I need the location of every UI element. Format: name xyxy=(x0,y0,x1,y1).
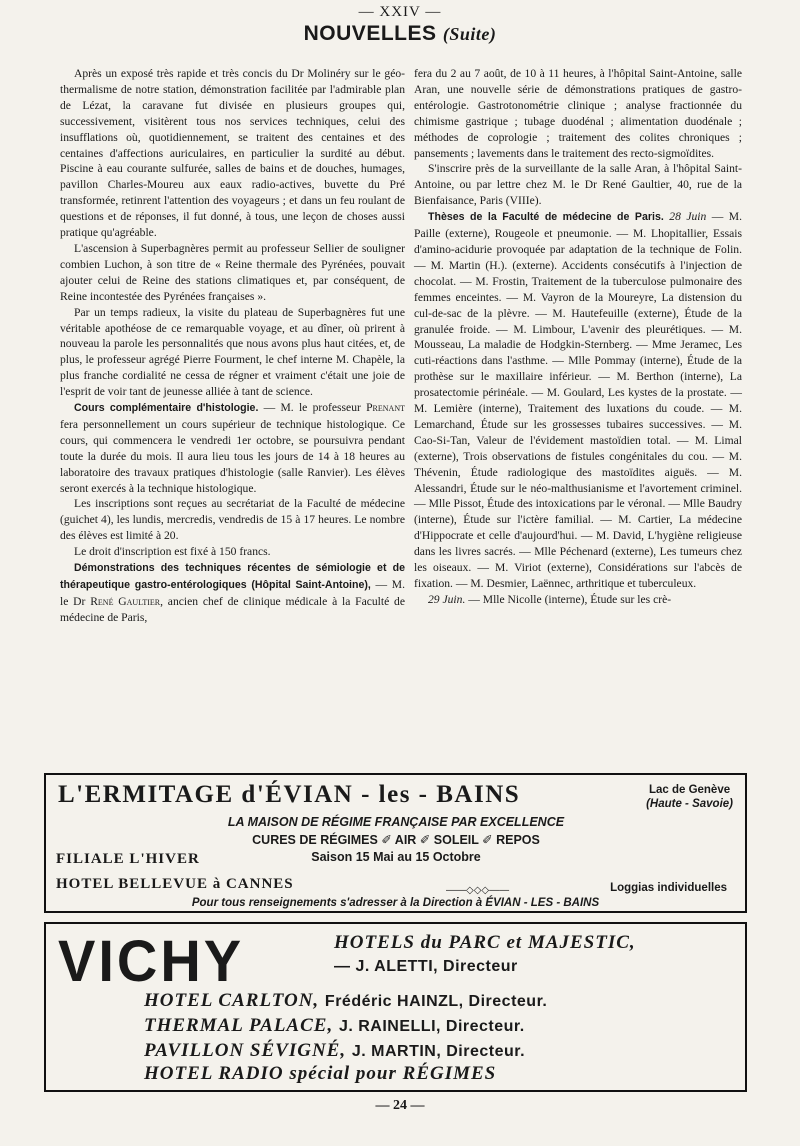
ad-vichy-brand: VICHY xyxy=(58,927,245,994)
ad-evian-footer: Pour tous renseignements s'adresser à la Direction à ÉVIAN - LES - BAINS xyxy=(191,897,600,909)
director: J. MARTIN, Directeur. xyxy=(351,1043,526,1060)
hotel-name: THERMAL PALACE, xyxy=(144,1015,334,1036)
title-suffix: (Suite) xyxy=(442,24,497,44)
paragraph: Les inscriptions sont reçues au secrétariat de la Faculté de médecine (guichet 4), les lundis, mercredis, vendredis de 15 à 17 heures. Le nombre des élèves est limité à 20. xyxy=(60,497,405,543)
ad-evian-cures: CURES DE RÉGIMES ✐ AIR ✐ SOLEIL ✐ REPOS xyxy=(252,833,540,847)
page-number-bottom: — 24 — xyxy=(375,1098,425,1113)
person-name: Prenant xyxy=(366,401,405,415)
ad-vichy-radio: HOTEL RADIO spécial pour RÉGIMES xyxy=(144,1063,497,1084)
ad-evian-location xyxy=(646,783,733,811)
ad-vichy-line xyxy=(144,1040,525,1062)
paragraph-theses xyxy=(414,209,742,592)
ad-vichy-hotels: HOTELS du PARC et MAJESTIC, xyxy=(334,932,636,953)
ad-evian-loggias: Loggias individuelles xyxy=(610,882,727,894)
text: — M. le Dr xyxy=(60,578,405,608)
paragraph: L'ascension à Superbagnères permit au professeur Sellier de souligner combien Luchon, à son titre de « Reine thermale des Pyrénées, pouvait ajouter celui de Reine des stations climatiques et, par conséquent, de Reine incontestée des Pyrénées françaises ». xyxy=(60,241,405,303)
ad-vichy xyxy=(44,922,747,1092)
paragraph: Le droit d'inscription est fixé à 150 francs. xyxy=(74,545,271,559)
left-column xyxy=(60,66,405,626)
paragraph: S'inscrire près de la surveillante de la salle Aran, à l'hôpital Saint-Antoine, ou par lettre chez M. le Dr René Gaultier, 40, rue de la Bienfaisance, Paris (VIIIe). xyxy=(414,162,742,208)
ad-vichy-line xyxy=(144,990,547,1012)
text: — M. le professeur xyxy=(263,401,361,415)
director: J. RAINELLI, Directeur. xyxy=(338,1018,525,1035)
paragraph: Par un temps radieux, la visite du plateau de Superbagnères fut une véritable apothéose de ce remarquable voyage, et au dîner, où prirent à nouveau la parole les personnalités que nous avons plus haut citées, et, de plus, le professeur agrégé Pierre Fourment, le chef interne M. Chapèle, la plus franche cordialité ne cessa de régner et vraiment c'était une joie de l'esprit de voir tant de jeunesse alliée à tant de science. xyxy=(60,305,405,399)
right-column xyxy=(414,66,742,608)
paragraph: Après un exposé très rapide et très concis du Dr Molinéry sur le géo-thermalisme de notre station, démonstration facilitée par l'admirable plan de Lézat, la caravane fut divisée en plusieurs groupes qui, successivement, visitèrent tous nos services techniques, celui des insufflations où, quotidiennement, se traitent des centaines et des centaines d'affections auriculaires, en particulier la surdité au début. Piscine à eau courante sulfurée, salles de bains et de douches, humages, pavillon Charles-Moureu aux eaux radio-actives, buvette du Pré transformée, retinrent l'attention des voyageurs ; et dans un feu roulant de questions et de réponses, il fut donné, à tous, une leçon de choses aussi pratique qu'agréable. xyxy=(60,67,405,240)
date: 29 Juin. xyxy=(428,592,466,606)
paragraph-histologie xyxy=(60,400,405,496)
ad-evian-title: L'ERMITAGE d'ÉVIAN - les - BAINS xyxy=(58,781,521,808)
section-heading: Cours complémentaire d'histologie. xyxy=(74,402,259,415)
ad-evian-tagline: LA MAISON DE RÉGIME FRANÇAISE PAR EXCELLENCE xyxy=(227,815,565,829)
section-heading: Thèses de la Faculté de médecine de Paris. xyxy=(428,211,664,224)
page-number-top: — XXIV — xyxy=(358,4,442,20)
ornament-separator: ——◇◇◇—— xyxy=(446,885,510,896)
location-line: Lac de Genève xyxy=(648,784,731,796)
person-name: René Gaultier xyxy=(90,594,161,608)
paragraph: fera du 2 au 7 août, de 10 à 11 heures, à l'hôpital Saint-Antoine, salle Aran, une nouvelle série de démonstrations pratiques de gastro-entérologie. Gastrotonométrie clinique ; analyse fractionnée du chimisme gastrique ; tubage duodénal ; alimentation duodénale ; méthodes de coprologie ; traitement des colites chroniques ; pansements ; lavements dans le traitement des recto-sigmoïdites. xyxy=(414,67,742,160)
ad-evian xyxy=(44,773,747,913)
ad-evian-saison: Saison 15 Mai au 15 Octobre xyxy=(311,850,481,864)
director: Frédéric HAINZL, Directeur. xyxy=(324,993,548,1010)
paragraph xyxy=(414,592,742,608)
paragraph-demonstrations xyxy=(60,560,405,626)
page-title xyxy=(0,22,800,46)
ad-vichy-aletti: — J. ALETTI, Directeur xyxy=(334,958,518,975)
hotel-name: HOTEL CARLTON, xyxy=(144,990,320,1011)
date: 28 Juin xyxy=(669,210,707,224)
text: — Mlle Nicolle (interne), Étude sur les crè- xyxy=(468,592,672,606)
ad-evian-hotel: HOTEL BELLEVUE à CANNES xyxy=(56,876,294,892)
location-line: (Haute - Savoie) xyxy=(646,798,733,810)
ad-vichy-line xyxy=(144,1015,525,1037)
section-heading: Démonstrations des techniques récentes de sémiologie et de thérapeutique gastro-entérologiques (Hôpital Saint-Antoine), xyxy=(60,562,405,591)
text: — M. Paille (externe), Rougeole et pneumonie. — M. Lhopitallier, Essais d'amino-acidurie provoquée par adaptation de la technique de Folin. — M. Martin (H.). (externe). Accidents consécutifs à l'injection de chocolat. — M. Frostin, Traitement de la tuberculose pulmonaire des femmes enceintes. — M. Vayron de la Moureyre, La distension du cul-de-sac de la plèvre. — M. Hautefeuille (externe), Étude de la granulée froide. — M. Limbour, L'avenir des pleurétiques. — M. Mousseau, La maladie de Hodgkin-Sternberg. — Mme Jeramec, Les cuti-réactions dans l'asthme. — Mlle Pommay (interne), Étude de la prothèse sur le maxillaire inférieur. — M. Berthon (interne), La prosatectomie périnéale. — M. Goulard, Les kystes de la prostate. — M. Lemière (interne), Traitement des luxations du coude. — M. Lemarchand, Étude sur les grossesses tubaires successives. — M. Cao-Si-Tan, Valeur de l'évidement mastoïdien total. — M. Limal (externe), Trois observations de fistules congénitales du cou. — M. Thévenin, Étude radiologique des mastoïdites aiguës. — M. Alessandri, Étude sur le néo-malthusianisme et l'avortement criminel. — Mlle Pissot, Étude des intoxications par le véronal. — Mlle Baudry (interne), Étude sur l'ictère familial. — M. Cartier, La médecine d'Hippocrate et celle d'aujourd'hui. — M. David, L'hygiène religieuse dans les livres sacrés. — Mlle Péchenard (externe), Les tumeurs chez les oiseaux. — M. Viriot (externe), Considérations sur l'abcès de fixation. — M. Desmier, Laënnec, arthritique et tuberculeux. xyxy=(414,210,743,590)
title-text: NOUVELLES xyxy=(303,22,437,45)
text: fera personnellement un cours supérieur de technique histologique. Ce cours, qui commencera le vendredi 1er octobre, se poursuivra pendant toute la durée du mois. Il aura lieu tous les jours de 14 à 18 heures au laboratoire des travaux pratiques d'histologie (salle Ranvier). Les élèves seront exercés à la technique histologique. xyxy=(60,417,405,495)
ad-evian-filiale: FILIALE L'HIVER xyxy=(56,851,200,867)
text: , ancien chef de clinique médicale à la Faculté de médecine de Paris, xyxy=(60,594,406,624)
hotel-name: PAVILLON SÉVIGNÉ, xyxy=(144,1040,347,1061)
